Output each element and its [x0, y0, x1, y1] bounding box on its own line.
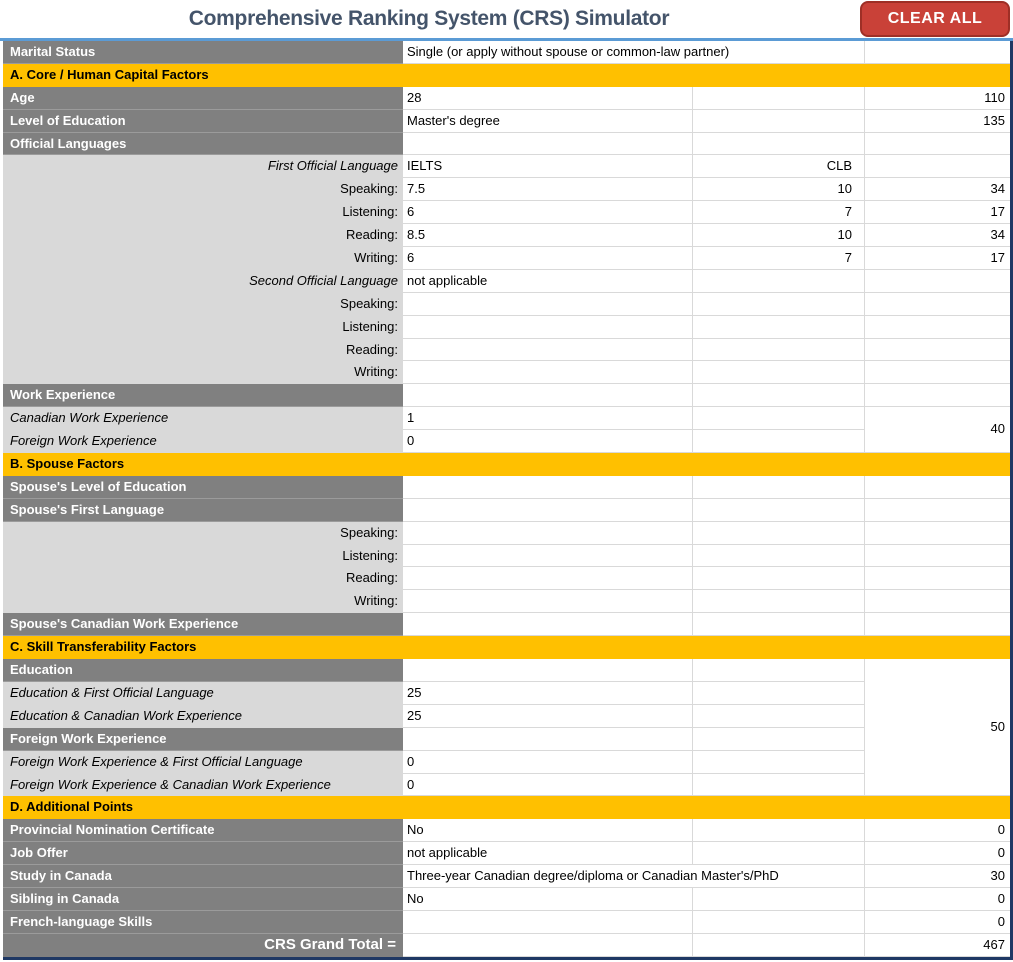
points-cell: 50 — [865, 659, 1010, 796]
points-cell: 0 — [865, 819, 1010, 842]
clb-cell: 10 — [693, 178, 865, 201]
value-cell[interactable]: 25 — [403, 682, 693, 705]
points-cell — [865, 270, 1010, 293]
value-cell[interactable] — [403, 911, 693, 934]
clb-cell — [693, 613, 865, 636]
clb-cell — [693, 911, 865, 934]
row-label: Speaking: — [3, 522, 403, 545]
row-label: Listening: — [3, 316, 403, 339]
points-cell: 34 — [865, 178, 1010, 201]
section-header: D. Additional Points — [3, 796, 1010, 819]
row-label: Spouse's Level of Education — [3, 476, 403, 499]
points-cell: 0 — [865, 911, 1010, 934]
value-cell[interactable] — [403, 339, 693, 362]
value-cell[interactable] — [403, 293, 693, 316]
points-cell — [865, 384, 1010, 407]
points-cell: 0 — [865, 842, 1010, 865]
page-title: Comprehensive Ranking System (CRS) Simulator — [188, 7, 670, 30]
row-label: Foreign Work Experience — [3, 728, 403, 751]
value-cell[interactable]: Master's degree — [403, 110, 693, 133]
points-cell — [865, 316, 1010, 339]
row-label: Listening: — [3, 201, 403, 224]
points-cell: 30 — [865, 865, 1010, 888]
row-label: Reading: — [3, 567, 403, 590]
row-label: Canadian Work Experience — [3, 407, 403, 430]
clb-cell — [693, 751, 865, 774]
clb-cell — [693, 87, 865, 110]
grand-total-value: 467 — [865, 934, 1010, 957]
value-cell[interactable] — [403, 499, 693, 522]
value-cell[interactable]: 0 — [403, 751, 693, 774]
value-cell[interactable]: 6 — [403, 247, 693, 270]
value-cell[interactable]: Single (or apply without spouse or common-law partner) — [403, 41, 865, 64]
value-cell[interactable]: 0 — [403, 430, 693, 453]
points-cell — [865, 613, 1010, 636]
value-cell[interactable]: not applicable — [403, 842, 693, 865]
points-cell — [865, 499, 1010, 522]
points-cell — [865, 41, 1010, 64]
row-label: Writing: — [3, 590, 403, 613]
points-cell — [865, 545, 1010, 568]
clb-cell — [693, 270, 865, 293]
clb-cell — [693, 774, 865, 797]
clb-cell — [693, 819, 865, 842]
points-cell: 34 — [865, 224, 1010, 247]
value-cell[interactable] — [403, 316, 693, 339]
row-label: Spouse's Canadian Work Experience — [3, 613, 403, 636]
clb-cell — [693, 133, 865, 156]
row-label: Sibling in Canada — [3, 888, 403, 911]
value-cell[interactable] — [403, 567, 693, 590]
row-label: Speaking: — [3, 178, 403, 201]
clb-cell — [693, 659, 865, 682]
clb-cell — [693, 888, 865, 911]
row-label: Foreign Work Experience & Canadian Work Experience — [3, 774, 403, 797]
row-label: Study in Canada — [3, 865, 403, 888]
clear-all-button[interactable]: CLEAR ALL — [860, 1, 1010, 37]
value-cell[interactable] — [403, 384, 693, 407]
section-header: A. Core / Human Capital Factors — [3, 64, 1010, 87]
value-cell[interactable] — [403, 476, 693, 499]
clb-cell — [693, 316, 865, 339]
clb-cell — [693, 476, 865, 499]
clb-cell — [693, 545, 865, 568]
row-label: Reading: — [3, 339, 403, 362]
points-cell: 110 — [865, 87, 1010, 110]
points-cell — [865, 339, 1010, 362]
row-label: Writing: — [3, 247, 403, 270]
grand-total-label: CRS Grand Total = — [3, 934, 403, 957]
clb-cell — [693, 682, 865, 705]
value-cell[interactable]: IELTS — [403, 155, 693, 178]
points-cell: 17 — [865, 247, 1010, 270]
value-cell[interactable] — [403, 590, 693, 613]
value-cell[interactable]: 0 — [403, 774, 693, 797]
points-cell: 0 — [865, 888, 1010, 911]
points-cell: 40 — [865, 407, 1010, 453]
clb-cell — [693, 384, 865, 407]
row-label: Spouse's First Language — [3, 499, 403, 522]
value-cell[interactable]: 8.5 — [403, 224, 693, 247]
row-label: Education & Canadian Work Experience — [3, 705, 403, 728]
clb-cell — [693, 934, 865, 957]
row-label: Education & First Official Language — [3, 682, 403, 705]
value-cell[interactable] — [403, 613, 693, 636]
value-cell[interactable]: No — [403, 888, 693, 911]
row-label: Marital Status — [3, 41, 403, 64]
points-cell — [865, 361, 1010, 384]
row-label: Level of Education — [3, 110, 403, 133]
clb-cell — [693, 567, 865, 590]
value-cell[interactable] — [403, 659, 693, 682]
crs-table — [3, 41, 1013, 960]
title-bar — [0, 0, 1013, 38]
value-cell — [403, 934, 693, 957]
row-label: Job Offer — [3, 842, 403, 865]
points-cell — [865, 133, 1010, 156]
value-cell[interactable]: Three-year Canadian degree/diploma or Canadian Master's/PhD — [403, 865, 865, 888]
row-label: Provincial Nomination Certificate — [3, 819, 403, 842]
value-cell[interactable]: 1 — [403, 407, 693, 430]
value-cell[interactable] — [403, 133, 693, 156]
clb-cell — [693, 590, 865, 613]
row-label: Reading: — [3, 224, 403, 247]
points-cell — [865, 293, 1010, 316]
row-label: Second Official Language — [3, 270, 403, 293]
clb-cell — [693, 430, 865, 453]
row-label: French-language Skills — [3, 911, 403, 934]
row-label: Education — [3, 659, 403, 682]
row-label: Foreign Work Experience & First Official Language — [3, 751, 403, 774]
value-cell[interactable] — [403, 361, 693, 384]
clb-cell: CLB — [693, 155, 865, 178]
points-cell: 135 — [865, 110, 1010, 133]
points-cell — [865, 567, 1010, 590]
section-header: C. Skill Transferability Factors — [3, 636, 1010, 659]
row-label: Writing: — [3, 361, 403, 384]
value-cell[interactable]: No — [403, 819, 693, 842]
value-cell[interactable]: 28 — [403, 87, 693, 110]
row-label: Listening: — [3, 545, 403, 568]
row-label: Work Experience — [3, 384, 403, 407]
clb-cell — [693, 407, 865, 430]
points-cell — [865, 155, 1010, 178]
clb-cell — [693, 293, 865, 316]
row-label: Age — [3, 87, 403, 110]
clb-cell: 10 — [693, 224, 865, 247]
clb-cell — [693, 361, 865, 384]
points-cell — [865, 522, 1010, 545]
clb-cell — [693, 728, 865, 751]
clb-cell: 7 — [693, 247, 865, 270]
value-cell[interactable]: 6 — [403, 201, 693, 224]
points-cell — [865, 476, 1010, 499]
points-cell: 17 — [865, 201, 1010, 224]
row-label: Speaking: — [3, 293, 403, 316]
row-label: Foreign Work Experience — [3, 430, 403, 453]
value-cell[interactable] — [403, 522, 693, 545]
clb-cell — [693, 499, 865, 522]
clb-cell — [693, 705, 865, 728]
value-cell[interactable]: 7.5 — [403, 178, 693, 201]
row-label: Official Languages — [3, 133, 403, 156]
value-cell[interactable]: 25 — [403, 705, 693, 728]
clb-cell — [693, 339, 865, 362]
section-header: B. Spouse Factors — [3, 453, 1010, 476]
value-cell[interactable] — [403, 728, 693, 751]
value-cell[interactable] — [403, 545, 693, 568]
clb-cell — [693, 522, 865, 545]
clb-cell: 7 — [693, 201, 865, 224]
clb-cell — [693, 842, 865, 865]
points-cell — [865, 590, 1010, 613]
clb-cell — [693, 110, 865, 133]
row-label: First Official Language — [3, 155, 403, 178]
value-cell[interactable]: not applicable — [403, 270, 693, 293]
